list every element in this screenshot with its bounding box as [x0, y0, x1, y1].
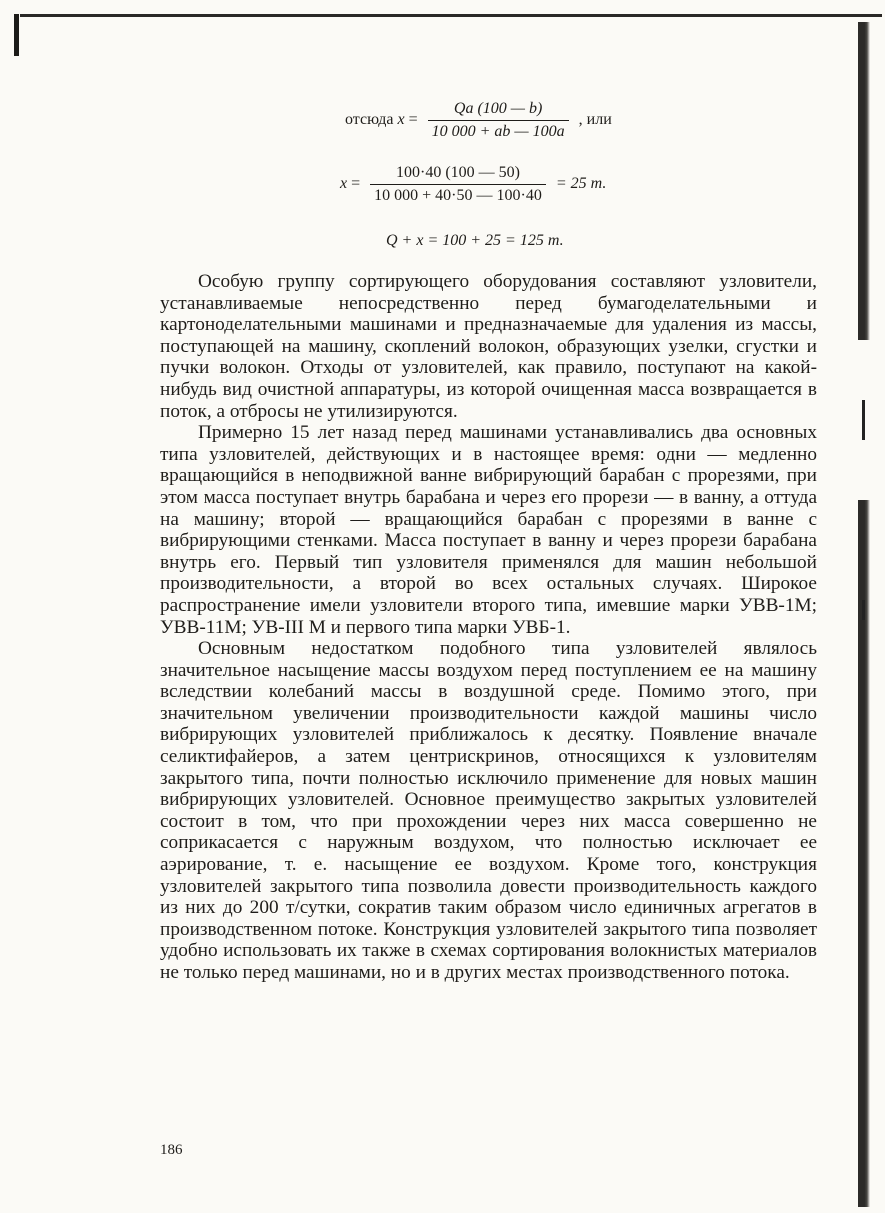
scan-edge-mark — [862, 400, 865, 440]
formula-var: x — [397, 111, 405, 129]
formula-denominator: 10 000 + 40·50 — 100·40 — [374, 187, 542, 204]
paragraph: Примерно 15 лет назад перед машинами устанавливались два основных типа узловителей, действующих и в настоящее время: одни — медленно вращающийся в неподвижной ванне вибрирующий барабан с прорезями, при этом масса поступает внутрь барабана и через его прорези — в ванну, а оттуда на машину; второй — вращающийся барабан с прорезями в ванне с вибрирующими стенками. Масса поступает в ванну и через прорези барабана внутрь его. Первый тип узловителя применялся для машин небольшой производительности, а второй во всех остальных случаях. Широкое распространение имели узловители второго типа, имевшие марки УВВ-1М; УВВ-11М; УВ-III М и первого типа марки УВБ-1. — [160, 422, 817, 638]
formula-2 — [340, 164, 606, 205]
scan-edge-left — [14, 14, 19, 56]
scan-edge-top — [20, 14, 882, 17]
paragraph: Особую группу сортирующего оборудования составляют узловители, устанавливаемые непосредственно перед бумагоделательными и картоноделательными машинами и предназначаемые для удаления из массы, поступающей на машину, скоплений волокон, образующих узелки, сгустки и пучки волокон. Отходы от узловителей, как правило, поступают на какой-нибудь вид очистной аппаратуры, из которой очищенная масса возвращается в поток, а отбросы не утилизируются. — [160, 271, 817, 422]
formula-var: x — [340, 175, 348, 193]
formula-suffix: , или — [578, 111, 612, 129]
scan-edge-gap — [858, 340, 872, 500]
formula-fraction — [370, 164, 546, 205]
formula-result: = 25 т. — [555, 175, 607, 193]
formula-prefix: отсюда — [345, 111, 394, 129]
formula-eq: = — [408, 111, 418, 129]
paragraph: Основным недостатком подобного типа узловителей являлось значительное насыщение массы воздухом перед поступлением ее на машину вследствии колебаний массы в воздушной среде. Помимо этого, при значительном увеличении производительности каждой машины число вибрирующих узловителей приближалось к десятку. Появление вначале селиктифайеров, а затем центрискринов, относящихся к узловителям закрытого типа, почти полностью исключило применение для новых машин вибрирующих узловителей. Основное преимущество закрытых узловителей состоит в том, что при прохождении через них масса совершенно не соприкасается с наружным воздухом, что полностью исключает ее аэрирование, т. е. насыщение ее воздухом. Кроме того, конструкция узловителей закрытого типа позволила довести производительность каждого из них до 200 т/сутки, сократив таким образом число единичных агрегатов в производственном потоке. Конструкция узловителей закрытого типа позволяет удобно использовать их также в схемах сортирования волокнистых материалов не только перед машинами, но и в других местах производственного потока. — [160, 638, 817, 983]
formula-eq: = — [351, 175, 361, 193]
formula-block — [160, 96, 820, 256]
formula-1 — [345, 100, 612, 141]
page-number: 186 — [160, 1142, 183, 1158]
formula-numerator: 100·40 (100 — 50) — [370, 164, 546, 185]
formula-3: Q + x = 100 + 25 = 125 т. — [386, 232, 564, 249]
formula-numerator: Qa (100 — b) — [428, 100, 569, 121]
scan-edge-mark — [862, 600, 865, 620]
formula-denominator: 10 000 + ab — 100a — [431, 123, 565, 140]
formula-fraction — [428, 100, 569, 141]
body-text — [160, 271, 817, 984]
